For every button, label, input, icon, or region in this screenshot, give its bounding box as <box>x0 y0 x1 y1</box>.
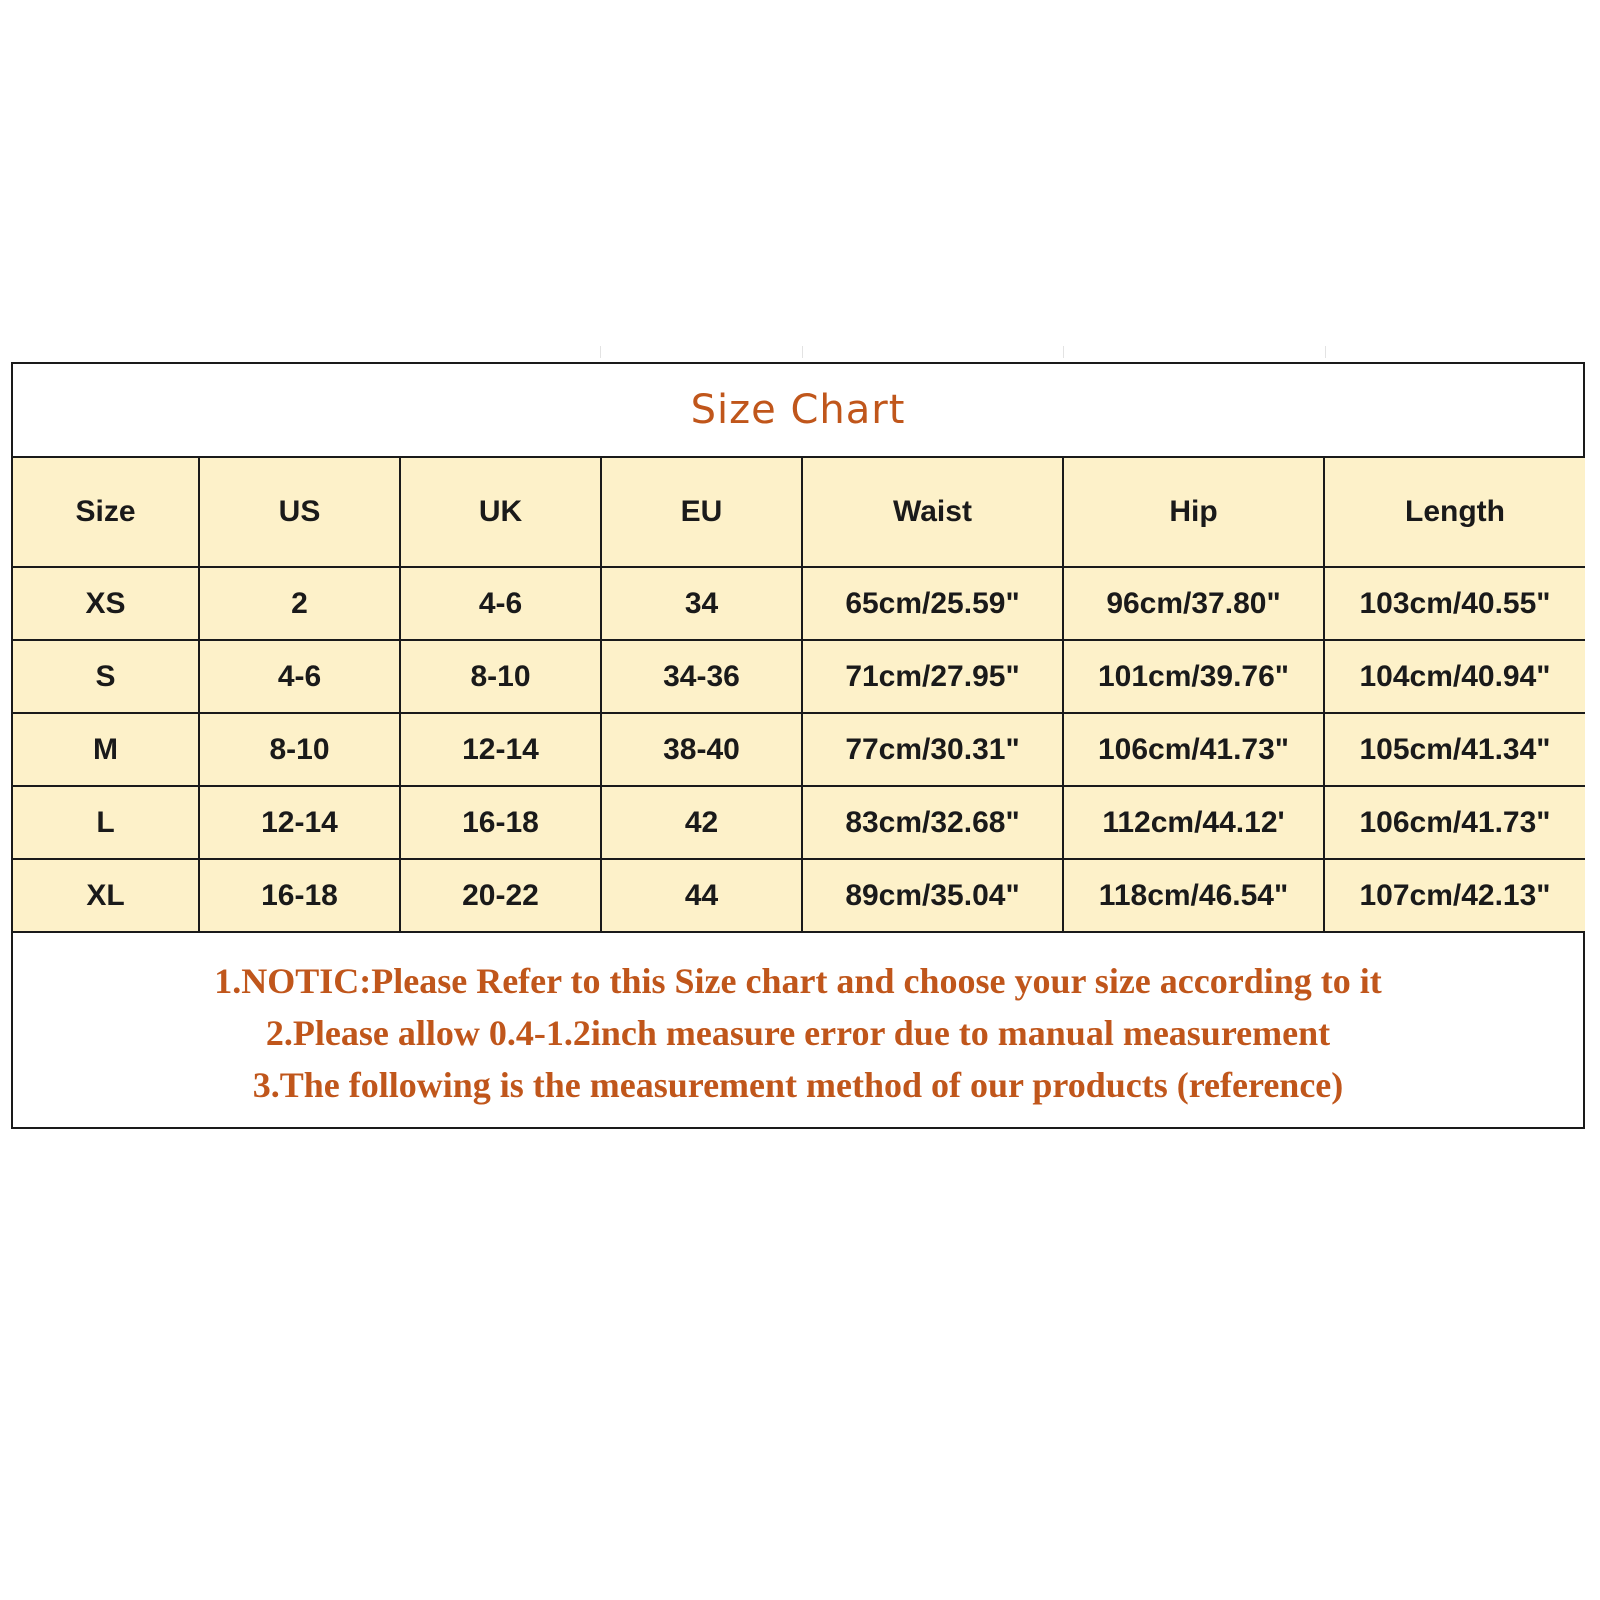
divider <box>1325 346 1326 358</box>
table-cell: S <box>13 640 199 713</box>
table-cell: 107cm/42.13" <box>1324 859 1585 932</box>
note-line: 2.Please allow 0.4-1.2inch measure error due to manual measurement <box>265 1013 1331 1053</box>
header-row <box>13 458 1585 567</box>
size-table <box>13 458 1585 933</box>
table-cell: 4-6 <box>400 567 601 640</box>
table-cell: 118cm/46.54" <box>1063 859 1324 932</box>
note-line: 1.NOTIC:Please Refer to this Size chart and choose your size according to it <box>214 961 1382 1001</box>
table-cell: 105cm/41.34" <box>1324 713 1585 786</box>
table-cell: XS <box>13 567 199 640</box>
column-header: Size <box>13 458 199 567</box>
table-cell: 34 <box>601 567 802 640</box>
table-cell: 8-10 <box>199 713 400 786</box>
table-cell: 101cm/39.76" <box>1063 640 1324 713</box>
table-cell: 8-10 <box>400 640 601 713</box>
column-header: US <box>199 458 400 567</box>
divider <box>802 346 803 358</box>
table-cell: 112cm/44.12' <box>1063 786 1324 859</box>
table-cell: XL <box>13 859 199 932</box>
table-cell: 16-18 <box>199 859 400 932</box>
notes <box>13 933 1583 1111</box>
table-cell: 34-36 <box>601 640 802 713</box>
column-header: UK <box>400 458 601 567</box>
table-cell: L <box>13 786 199 859</box>
table-row <box>13 713 1585 786</box>
table-row <box>13 786 1585 859</box>
table-cell: 42 <box>601 786 802 859</box>
table-cell: 38-40 <box>601 713 802 786</box>
table-cell: M <box>13 713 199 786</box>
table-cell: 106cm/41.73" <box>1324 786 1585 859</box>
size-chart <box>11 362 1585 1129</box>
table-cell: 4-6 <box>199 640 400 713</box>
table-cell: 12-14 <box>199 786 400 859</box>
table-cell: 65cm/25.59" <box>802 567 1063 640</box>
table-cell: 2 <box>199 567 400 640</box>
table-cell: 106cm/41.73" <box>1063 713 1324 786</box>
table-cell: 16-18 <box>400 786 601 859</box>
table-cell: 104cm/40.94" <box>1324 640 1585 713</box>
table-cell: 103cm/40.55" <box>1324 567 1585 640</box>
table-cell: 71cm/27.95" <box>802 640 1063 713</box>
table-row <box>13 567 1585 640</box>
table-cell: 44 <box>601 859 802 932</box>
table-cell: 20-22 <box>400 859 601 932</box>
table-cell: 96cm/37.80" <box>1063 567 1324 640</box>
title-row <box>13 364 1583 458</box>
table-cell: 89cm/35.04" <box>802 859 1063 932</box>
column-header: Length <box>1324 458 1585 567</box>
column-header: EU <box>601 458 802 567</box>
column-header: Hip <box>1063 458 1324 567</box>
table-row <box>13 859 1585 932</box>
chart-title: Size Chart <box>690 387 906 433</box>
note-line: 3.The following is the measurement method of our products (reference) <box>252 1065 1344 1105</box>
divider <box>1063 346 1064 358</box>
table-row <box>13 640 1585 713</box>
divider <box>600 346 601 358</box>
table-cell: 77cm/30.31" <box>802 713 1063 786</box>
table-cell: 12-14 <box>400 713 601 786</box>
column-header: Waist <box>802 458 1063 567</box>
table-cell: 83cm/32.68" <box>802 786 1063 859</box>
